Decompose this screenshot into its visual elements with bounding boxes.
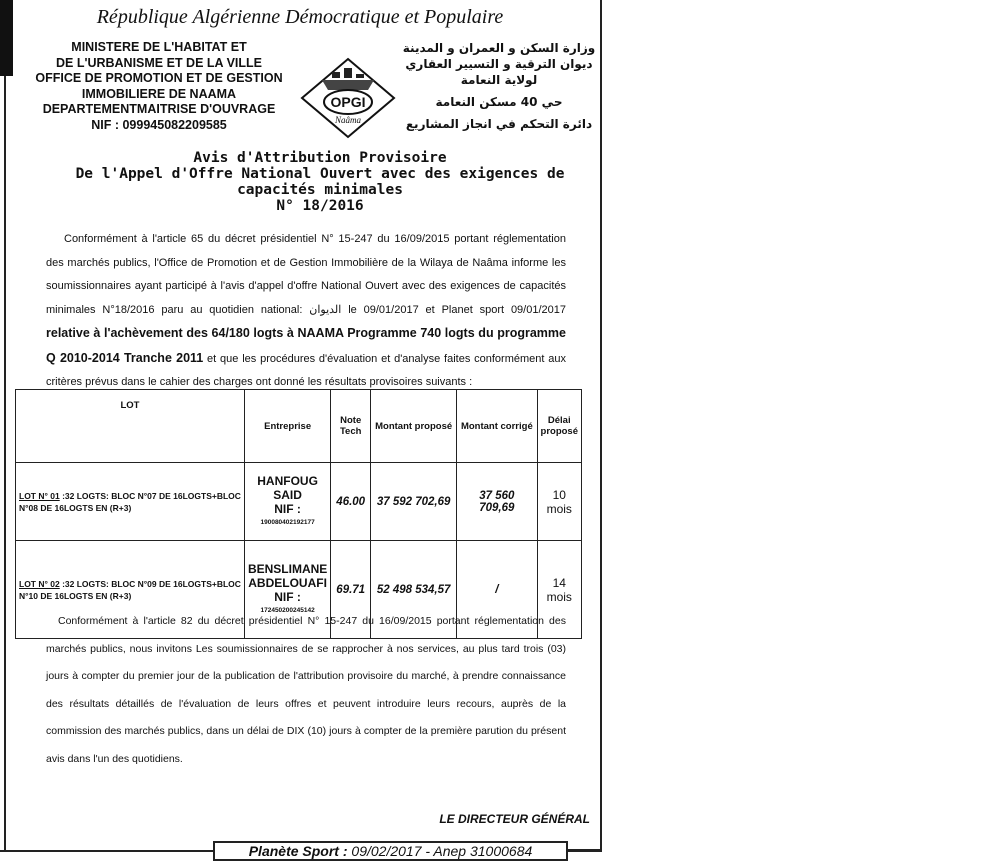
wilaya-line-ar: لولاية النعامة [460, 73, 538, 87]
montant-propose-cell: 52 498 534,57 [371, 541, 457, 639]
ministry-line-ar: وزارة السكن و العمران و المدينة [402, 41, 596, 55]
column-header-lot: LOT [16, 390, 245, 463]
ministry-line: MINISTERE DE L'HABITAT ET [71, 40, 247, 54]
publication-footer [213, 841, 568, 861]
company-cell [244, 463, 330, 541]
office-line: IMMOBILIERE DE NAAMA [81, 86, 237, 101]
republic-heading: République Algérienne Démocratique et Populaire [96, 6, 504, 28]
lot-description: :32 LOGTS: BLOC N°09 DE 16LOGTS+BLOC N°10 DE 16LOGTS EN (R+3) [19, 578, 241, 601]
intro-text-end: et que les procédures d'évaluation et d'analyse faites conformément aux critères prévus dans le cahier des charges ont donné les résultats provisoires suivants : [46, 352, 566, 388]
ministry-header-ar [400, 40, 598, 132]
montant-corrige-cell: 37 560 709,69 [457, 463, 537, 541]
department-line: DEPARTEMENTMAITRISE D'OUVRAGE [42, 102, 276, 116]
delai-cell: 14 mois [537, 541, 581, 639]
lot-number: LOT N° 01 [19, 490, 60, 501]
intro-paragraph [46, 228, 566, 395]
publication-name: Planète Sport : [248, 843, 348, 859]
results-table [15, 389, 582, 639]
publication-details: 09/02/2017 - Anep 31000684 [347, 843, 533, 859]
ministry-line: DE L'URBANISME ET DE LA VILLE [56, 55, 262, 70]
address-line-ar: حي 40 مسكن النعامة [435, 95, 563, 109]
column-header-montant-propose: Montant proposé [371, 390, 457, 463]
lot-number: LOT N° 02 [19, 578, 60, 589]
montant-propose-cell: 37 592 702,69 [371, 463, 457, 541]
department-line-ar: دائرة التحكم في انجاز المشاريع [405, 117, 593, 131]
left-margin-line [4, 76, 6, 850]
nif-number: 172450200245142 [260, 606, 315, 614]
lot-cell [16, 463, 245, 541]
intro-text-dates: le 09/01/2017 et Planet sport 09/01/2017 [341, 303, 566, 316]
intro-text: Conformément à l'article 65 du décret présidentiel N° 15-247 du 16/09/2015 portant réglementation des marchés publics, l'Office de Promotion et de Gestion Immobilière de la Wilaya de Naâma informe les soumissionnaires ayant participé à l'avis d'appel d'offre National Ouvert avec des exigences de capacités minimales N°18/2016 paru au quotidien national: [46, 233, 566, 316]
title-number: N° 18/2016 [276, 198, 364, 214]
nif-label: NIF : [274, 501, 301, 516]
project-description: relative à l'achèvement des 64/180 logts à NAAMA Programme 740 logts du programme Q 2010-2014 Tranche 2011 [46, 326, 566, 365]
title-line: capacités minimales [237, 182, 403, 198]
column-header-note: Note Tech [331, 390, 371, 463]
company-name: BENSLIMANE ABDELOUAFI [247, 561, 328, 590]
office-line-ar: ديوان الترقية و التسيير العقاري [405, 57, 593, 71]
company-name: HANFOUG SAID [257, 473, 318, 502]
signature-title: LE DIRECTEUR GÉNÉRAL [439, 812, 590, 826]
column-header-delai: Délai proposé [537, 390, 581, 463]
logo-text: OPGI [330, 94, 366, 110]
ministry-header-fr [14, 40, 304, 133]
montant-corrige-cell: / [457, 541, 537, 639]
note-cell: 69.71 [331, 541, 371, 639]
lot-description: :32 LOGTS: BLOC N°07 DE 16LOGTS+BLOC N°08 DE 16LOGTS EN (R+3) [19, 490, 241, 513]
table-header-row [16, 390, 582, 463]
recourse-text: Conformément à l'article 82 du décret présidentiel N° 15-247 du 16/09/2015 portant réglementation des marchés publics, nous invitons Les soumissionnaires de se rapprocher à nos services, au plus tard trois (03) jours à compter du premier jour de la publication de l'attribution provisoire du marché, à prendre connaissance des résultats détaillés de l'évaluation de leurs offres et peuvent introduire leurs recours, auprès de la commission des marchés publics, dans un délai de DIX (10) jours à compter de la première parution du présent avis dans l'un des quotidiens. [46, 615, 566, 765]
recourse-paragraph [46, 608, 566, 773]
nif-line: NIF : 099945082209585 [91, 117, 227, 132]
column-header-entreprise: Entreprise [244, 390, 330, 463]
note-cell: 46.00 [331, 463, 371, 541]
footer-rule [568, 849, 602, 851]
office-line: OFFICE DE PROMOTION ET DE GESTION [35, 71, 283, 85]
title-line: De l'Appel d'Offre National Ouvert avec des exigences de [75, 166, 565, 182]
notice-title [40, 150, 600, 214]
arabic-newspaper-name: الديوان [309, 303, 342, 316]
logo-subtext: Naâma [334, 115, 362, 125]
opgi-logo [298, 56, 398, 140]
title-line: Avis d'Attribution Provisoire [193, 150, 447, 166]
delai-cell: 10 mois [537, 463, 581, 541]
table-row [16, 463, 582, 541]
column-header-montant-corrige: Montant corrigé [457, 390, 537, 463]
nif-label: NIF : [274, 589, 301, 604]
nif-number: 190080402192177 [260, 518, 315, 526]
